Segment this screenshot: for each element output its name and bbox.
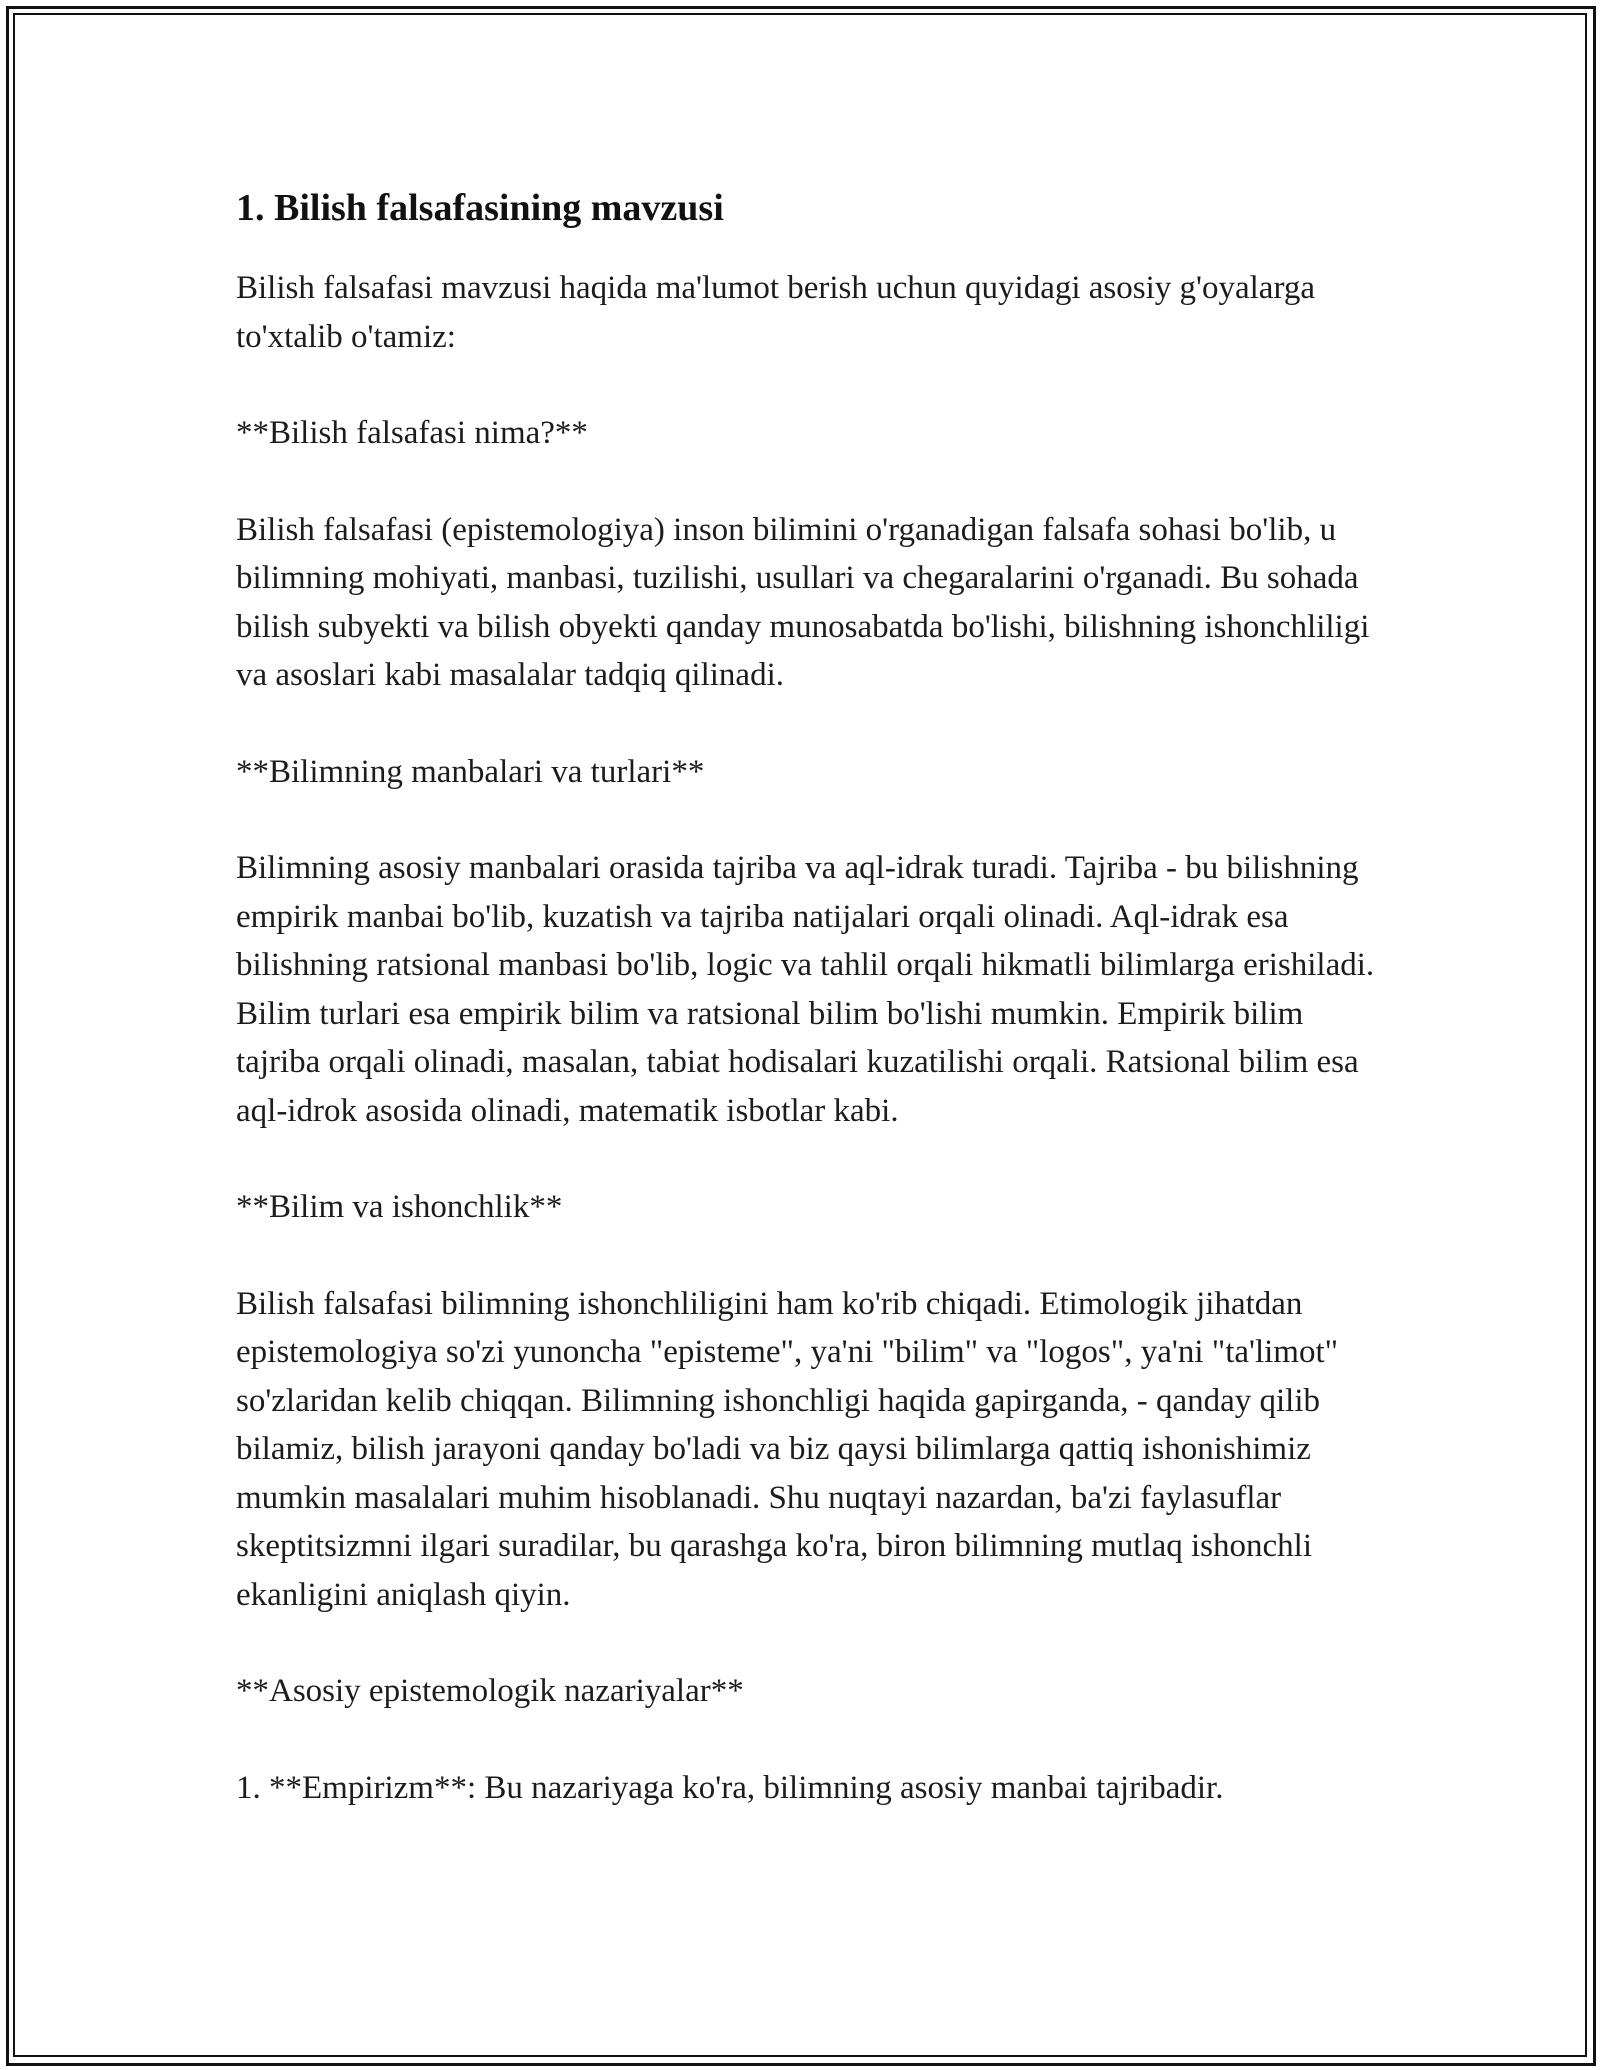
subheading-what-is-epistemology: **Bilish falsafasi nima?** <box>236 415 588 451</box>
reliability-paragraph: Bilish falsafasi bilimning ishonchliligini ham ko'rib chiqadi. Etimologik jihatdan epistemologiya so'zi yunoncha "episteme", ya'ni "bilim" va "logos", ya'ni "ta'limot" so'zlaridan kelib chiqqan. Bilimning ishonchligi haqida gapirganda, - qanday qilib bilamiz, bilish jarayoni qanday bo'ladi va biz qaysi bilimlarga qattiq ishonishimiz mumkin masalalari muhim hisoblanadi. Shu nuqtayi nazardan, ba'zi faylasuflar skeptitsizmni ilgari suradilar, bu qarashga ko'ra, biron bilimning mutlaq ishonchli ekanligini aniqlash qiyin. <box>236 1285 1339 1613</box>
subheading-sources-and-types: **Bilimning manbalari va turlari** <box>236 753 705 790</box>
subheading-knowledge-and-reliability: **Bilim va ishonchlik** <box>236 1189 563 1225</box>
section-heading: 1. Bilish falsafasining mavzusi <box>236 187 724 229</box>
sources-paragraph: Bilimning asosiy manbalari orasida tajriba va aql-idrak turadi. Tajriba - bu bilishning empirik manbai bo'lib, kuzatish va tajriba natijalari orqali olinadi. Aql-idrak esa bilishning ratsional manbasi bo'lib, logic va tahlil orqali hikmatli bilimlarga erishiladi. Bilim turlari esa empirik bilim va ratsional bilim bo'lishi mumkin. Empirik bilim tajriba orqali olinadi, masalan, tabiat hodisalari kuzatilishi orqali. Ratsional bilim esa aql-idrok asosida olinadi, matematik isbotlar kabi. <box>236 850 1375 1129</box>
subheading-main-theories: **Asosiy epistemologik nazariyalar** <box>236 1673 744 1709</box>
theory-list-item: 1. **Empirizm**: Bu nazariyaga ko'ra, bilimning asosiy manbai tajribadir. <box>236 1769 1224 1806</box>
definition-paragraph: Bilish falsafasi (epistemologiya) inson bilimini o'rganadigan falsafa sohasi bo'lib, u bilimning mohiyati, manbasi, tuzilishi, usullari va chegaralarini o'rganadi. Bu sohada bilish subyekti va bilish obyekti qanday munosabatda bo'lishi, bilishning ishonchliligi va asoslari kabi masalalar tadqiq qilinadi. <box>236 511 1370 693</box>
intro-paragraph: Bilish falsafasi mavzusi haqida ma'lumot berish uchun quyidagi asosiy g'oyalarga to'xtalib o'tamiz: <box>236 270 1315 355</box>
document-body <box>236 186 1376 1860</box>
